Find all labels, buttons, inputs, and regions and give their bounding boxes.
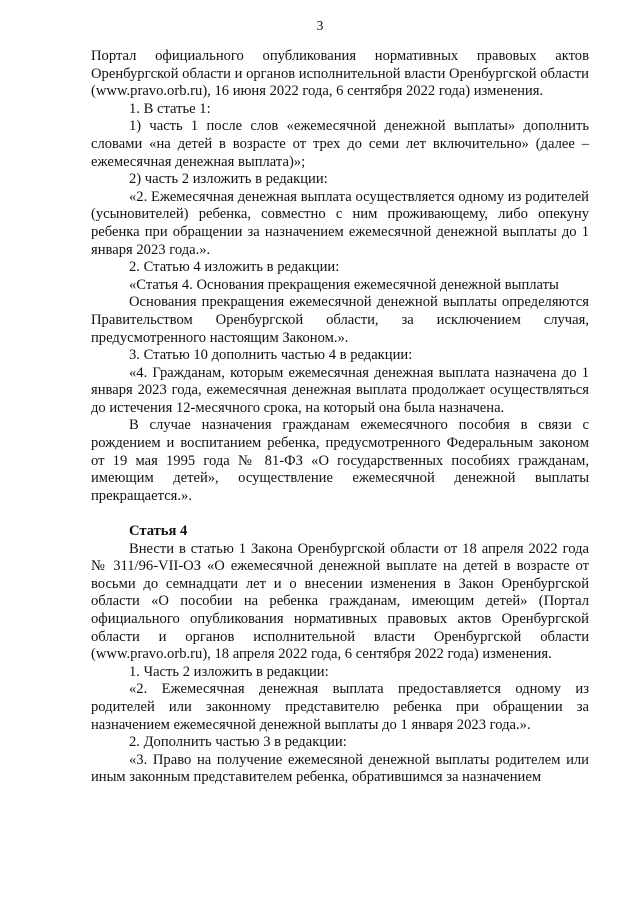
paragraph: 1. В статье 1: [129, 100, 211, 117]
paragraph: «2. Ежемесячная денежная выплата предоставляется одному из родителей или законному представителю ребенка при обращении за назначением ежемесячной денежной выплаты до 1 января 2023 года.». [91, 681, 589, 733]
paragraph: 2) часть 2 изложить в редакции: [129, 171, 328, 188]
section-heading: Статья 4 [129, 523, 188, 540]
paragraph: 3. Статью 10 дополнить частью 4 в редакции: [129, 347, 413, 364]
paragraph: 2. Дополнить частью 3 в редакции: [129, 734, 347, 751]
paragraph: Портал официального опубликования нормативных правовых актов Оренбургской области и органов исполнительной власти Оренбургской области (www.pravo.orb.ru), 16 июня 2022 года, 6 сентября 2022 года) изменения. [91, 48, 589, 100]
paragraph: 2. Статью 4 изложить в редакции: [129, 259, 340, 276]
document-body [91, 48, 589, 787]
paragraph: «3. Право на получение ежемесяной денежной выплаты родителем или иным законным представителем ребенка, обратившимся за назначением [91, 751, 589, 786]
paragraph: 1) часть 1 после слов «ежемесячной денежной выплаты» дополнить словами «на детей в возрасте от трех до семи лет включительно» (далее – ежемесячная денежная выплата)»; [91, 118, 589, 170]
paragraph: В случае назначения гражданам ежемесячного пособия в связи с рождением и воспитанием ребенка, предусмотренного Федеральным законом от 19 мая 1995 года № 81-ФЗ «О государственных пособиях гражданам, имеющим детей», осуществление ежемесячной денежной выплаты прекращается.». [91, 417, 589, 504]
paragraph: 1. Часть 2 изложить в редакции: [129, 663, 329, 680]
page-number: 3 [316, 18, 324, 33]
paragraph: «Статья 4. Основания прекращения ежемесячной денежной выплаты [129, 276, 559, 293]
paragraph: Основания прекращения ежемесячной денежной выплаты определяются Правительством Оренбургской области, за исключением случая, предусмотренного настоящим Законом.». [91, 294, 589, 346]
paragraph: Внести в статью 1 Закона Оренбургской области от 18 апреля 2022 года № 311/96-VII-ОЗ «О ежемесячной денежной выплате на детей в возрасте от восьми до семнадцати лет и о внесении изменения в Закон Оренбургской области «О пособии на ребенка гражданам, имеющим детей» (Портал официального опубликования нормативных правовых актов Оренбургской области и органов исполнительной власти Оренбургской области (www.pravo.orb.ru), 18 апреля 2022 года, 6 сентября 2022 года) изменения. [91, 540, 589, 663]
paragraph: «4. Гражданам, которым ежемесячная денежная выплата назначена до 1 января 2023 года, ежемесячная денежная выплата продолжает осуществляться до истечения 12-месячного срока, на который она была назначена. [91, 364, 589, 416]
paragraph: «2. Ежемесячная денежная выплата осуществляется одному из родителей (усыновителей) ребенка, совместно с ним проживающему, либо опекуну ребенка при обращении за назначением ежемесячной денежной выплаты до 1 января 2023 года.». [91, 188, 589, 258]
